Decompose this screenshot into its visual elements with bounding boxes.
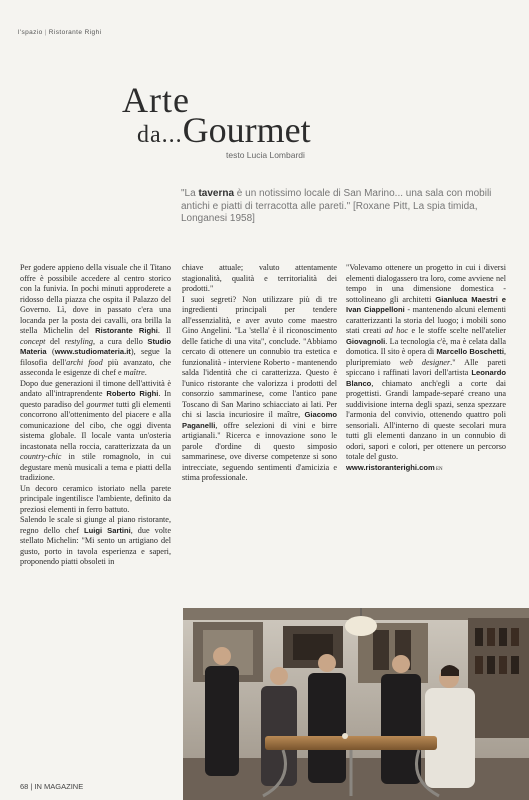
restaurant-photo — [183, 608, 529, 800]
studio-link: www.studiomateria.it — [54, 347, 131, 356]
section-name: l'spazio — [18, 29, 43, 36]
page-number: 68 — [20, 782, 29, 791]
text-column-3 — [346, 263, 506, 475]
paragraph: I suoi segreti? Non utilizzare più di tre ingredienti principali per tendere all'essenzialità, e aver avuto come maestro Gino Angelini. "La 'stella' è il riconoscimento delle fatiche di una vita", conclude. "Abbiamo cercato di ottenere un connubio tra estetica e funzionalità - interviene Roberto - mantenendo salda l'identità che ci caratterizza. Questo è l'unico ristorante che valorizza i prodotti del consorzio sammarinese, come l'antico pane Toscano di San Marino schiacciato ai lati. Per chi si lascia incuriosire il maître, Giacomo Paganelli, offre selezioni di vini e birre artigianali." Ricerca e innovazione sono le parole d'ordine di questo simposio sammarinese, ove diverse competenze si sono intrecciate, seguendo sentimenti d'amicizia e stima professionale. — [182, 294, 337, 482]
paragraph: www.ristoranterighi.com EN — [346, 462, 443, 472]
paragraph: Dopo due generazioni il timone dell'attività è andato all'intraprendente Roberto Righi. In questo paradiso del gourmet tutti gli elementi concorrono all'ottenimento del piacere e alla comunicazione del cibo, che oggi diventa sistema globale. Il locale vanta un'osteria incastonata nella roccia, caratterizzata da un country-chic in stile romagnolo, in cui degustare menù musicali a tema e piatti della tradizione. — [20, 378, 171, 482]
section-header: l'spazio | Ristorante Righi — [18, 29, 102, 36]
paragraph: chiave attuale; valuto attentamente stagionalità, qualità e territorialità dei prodotti." — [182, 263, 337, 293]
quote-citation: [Roxane Pitt, La spia timida, Longanesi 1958] — [181, 200, 478, 224]
paragraph: Un decoro ceramico istoriato nella parete principale ingentilisce l'ambiente, definito da preziosi elementi in ferro battuto. — [20, 483, 171, 514]
text-column-1 — [20, 263, 171, 568]
article-title-line1: Arte — [122, 80, 190, 120]
title-prefix: da... — [137, 122, 183, 148]
byline: testo Lucia Lombardi — [226, 150, 305, 160]
paragraph: Salendo le scale si giunge al piano ristorante, regno dello chef Luigi Sartini, due volte stellato Michelin: "Mi sento un artigiano del gusto, porto in tavola esperienza e saperi, proponendo piatti obsoleti in — [20, 515, 171, 566]
pull-quote: "La taverna è un notissimo locale di San Marino... una sala con mobili antichi e piatti di terracotta alle pareti." [Roxane Pitt, La spia timida, Longanesi 1958] — [181, 188, 492, 224]
magazine-name: IN MAGAZINE — [34, 782, 84, 791]
photo-illustration — [183, 608, 529, 800]
title-main: Gourmet — [182, 110, 311, 150]
paragraph: "Volevamo ottenere un progetto in cui i diversi elementi dialogassero tra loro, come avviene nel tempo in una dimensione domestica - sottolineano gli architetti Gianluca Maestri e Ivan Ciappelloni - mantenendo alcuni elementi caratterizzanti la storia del luogo; i mobili sono stati creati ad hoc e le stoffe scelte nell'atelier Giovagnoli. La tecnologia c'è, ma è celata dalla domotica. Il sito è opera di Marcello Boschetti, pluripremiato web designer." Alle pareti spiccano i raffinati lavori dell'artista Leonardo Blanco, chiamato anch'egli a corte dai progettisti. Grandi lampade-separé creano una suddivisione interna degli spazi, senza spezzare l'armonia del convivio, ottenendo quattro poli sensoriali. All'interno di queste secolari mura tutti gli elementi danzano in un connubio di odori, sapori e colori, per ottenere un percorso totale del gusto. — [346, 263, 506, 461]
section-subtitle: Ristorante Righi — [48, 29, 102, 36]
website-link: www.ristoranterighi.com — [346, 462, 435, 472]
quote-highlight: taverna — [198, 188, 235, 199]
page-footer: 68 | IN MAGAZINE — [20, 782, 84, 791]
paragraph: Per godere appieno della visuale che il Titano offre è possibile accedere al centro storico con la funivia. In pochi minuti approderete a ridosso della piazza che ospita il Palazzo del Governo. Lì, dove in passato c'era una locanda per la posta dei cavalli, ora brilla la stella Michelin del Ristorante Righi. Il concept del restyling, a cura dello Studio Materia (www.studiomateria.it), segue la filosofia dell'archi food più avanzato, che asseconda le esigenze di chef e maître. — [20, 263, 172, 377]
article-title-line2 — [137, 112, 311, 148]
text-column-2 — [182, 263, 337, 484]
